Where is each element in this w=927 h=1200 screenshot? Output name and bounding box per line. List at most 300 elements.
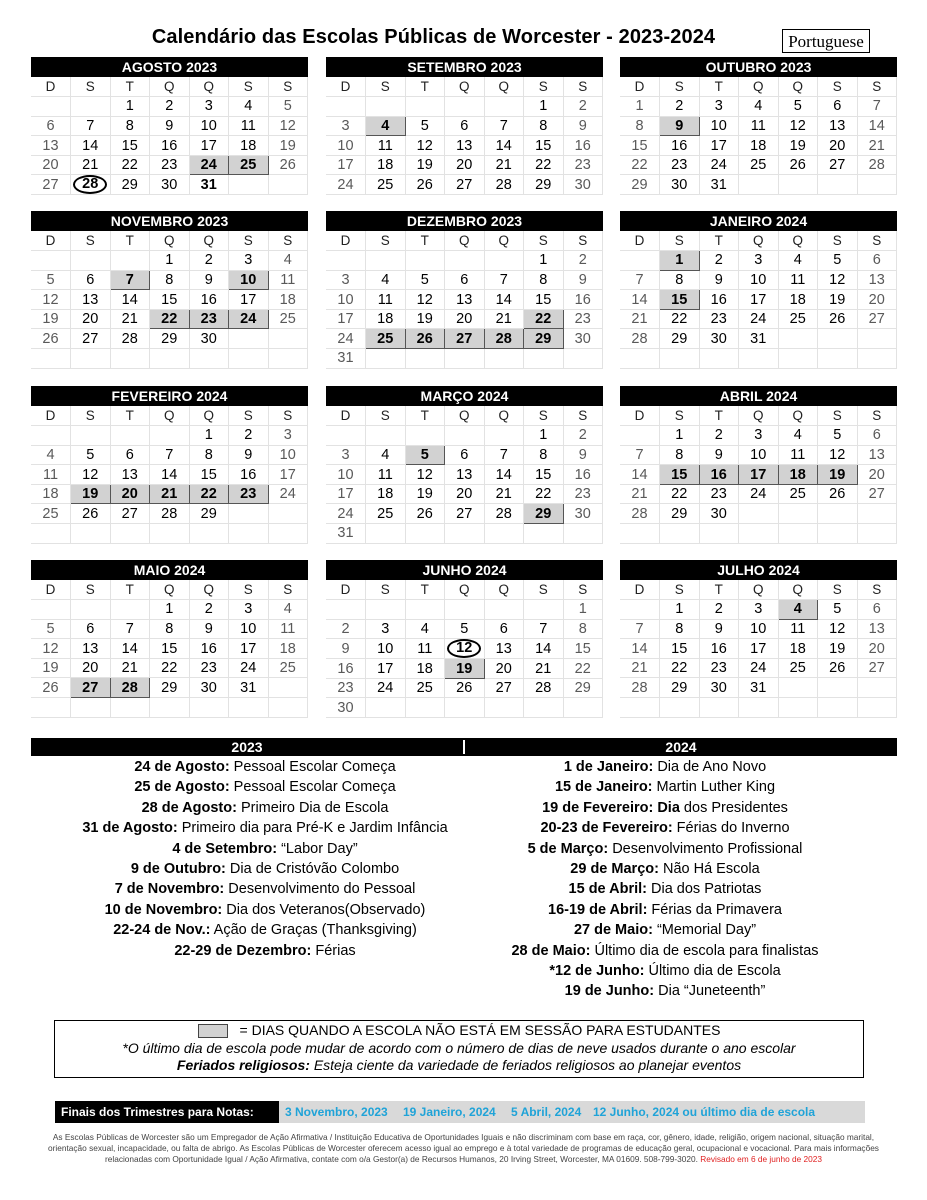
day-cell: 18 [778, 639, 818, 659]
day-cell: 16 [660, 136, 700, 156]
day-cell: 4 [405, 619, 445, 639]
day-cell [71, 426, 111, 446]
day-cell: 31 [699, 175, 739, 195]
day-cell: 14 [857, 116, 897, 136]
day-cell: 8 [150, 270, 190, 290]
weekday-header: T [110, 77, 150, 97]
day-cell [229, 175, 269, 195]
day-cell: 6 [818, 97, 858, 117]
day-cell [857, 698, 897, 718]
day-cell [31, 426, 71, 446]
day-cell: 20 [445, 484, 485, 504]
day-cell [405, 524, 445, 544]
day-cell: 1 [660, 426, 700, 446]
weekday-header: S [563, 77, 603, 97]
holiday-item: 24 de Agosto: Pessoal Escolar Começa [134, 759, 396, 775]
day-cell: 30 [699, 678, 739, 698]
holiday-item: 31 de Agosto: Primeiro dia para Pré-K e Jardim Infância [82, 820, 448, 837]
weekday-header: Q [150, 406, 190, 426]
day-cell: 23 [563, 484, 603, 504]
day-cell [857, 349, 897, 369]
weekday-header: S [268, 406, 308, 426]
day-cell: 17 [739, 639, 779, 659]
day-cell [189, 524, 229, 544]
day-cell: 9 [150, 116, 190, 136]
day-cell [778, 504, 818, 524]
day-cell: 26 [268, 155, 308, 175]
day-cell: 4 [778, 600, 818, 620]
day-cell: 6 [110, 445, 150, 465]
day-cell: 7 [620, 270, 660, 290]
month-calendar [620, 57, 897, 195]
day-cell: 4 [366, 116, 406, 136]
day-cell: 26 [31, 329, 71, 349]
weekday-header: Q [445, 231, 485, 251]
day-cell: 6 [71, 619, 111, 639]
term-date: 12 Junho, 2024 ou último dia de escola [593, 1105, 816, 1119]
day-cell [524, 698, 564, 718]
day-cell: 13 [445, 290, 485, 310]
day-cell: 21 [620, 309, 660, 329]
day-cell [31, 97, 71, 117]
day-cell [31, 349, 71, 369]
day-cell [268, 524, 308, 544]
day-cell [620, 524, 660, 544]
day-cell [189, 698, 229, 718]
day-cell [326, 97, 366, 117]
day-cell [150, 698, 190, 718]
weekday-header: Q [189, 231, 229, 251]
day-cell: 16 [699, 465, 739, 485]
day-cell: 10 [739, 270, 779, 290]
day-cell [326, 426, 366, 446]
day-cell: 6 [857, 600, 897, 620]
day-cell: 24 [268, 484, 308, 504]
day-cell: 31 [326, 524, 366, 544]
day-cell: 28 [524, 678, 564, 698]
day-cell: 3 [699, 97, 739, 117]
weekday-header: Q [150, 231, 190, 251]
day-cell: 5 [31, 619, 71, 639]
weekday-header: S [229, 580, 269, 600]
day-cell: 23 [699, 484, 739, 504]
day-cell: 28 [110, 329, 150, 349]
day-cell: 15 [150, 290, 190, 310]
day-cell: 3 [739, 251, 779, 271]
month-calendar [31, 560, 308, 718]
day-cell [818, 678, 858, 698]
day-cell: 10 [229, 619, 269, 639]
weekday-header: S [524, 580, 564, 600]
day-cell: 30 [563, 175, 603, 195]
day-cell: 23 [699, 309, 739, 329]
day-cell [110, 600, 150, 620]
day-cell: 5 [31, 270, 71, 290]
holiday-item: 9 de Outubro: Dia de Cristóvão Colombo [130, 861, 400, 878]
day-cell: 10 [739, 445, 779, 465]
day-cell [71, 600, 111, 620]
day-cell: 28 [620, 678, 660, 698]
day-cell: 16 [563, 465, 603, 485]
day-cell: 17 [739, 465, 779, 485]
day-cell: 23 [326, 678, 366, 698]
month-title: NOVEMBRO 2023 [31, 211, 308, 231]
day-cell: 26 [405, 329, 445, 349]
day-cell: 14 [110, 639, 150, 659]
weekday-header: T [699, 77, 739, 97]
day-cell [739, 698, 779, 718]
day-cell [268, 329, 308, 349]
day-cell: 15 [660, 465, 700, 485]
weekday-header: S [71, 77, 111, 97]
day-cell [150, 426, 190, 446]
day-cell [857, 524, 897, 544]
day-cell: 12 [31, 639, 71, 659]
day-cell: 19 [71, 484, 111, 504]
month-title: ABRIL 2024 [620, 386, 897, 406]
holiday-item: 22-24 de Nov.: Ação de Graças (Thanksgiving) [113, 922, 417, 939]
day-cell: 1 [660, 251, 700, 271]
day-cell [110, 698, 150, 718]
weekday-header: Q [189, 580, 229, 600]
day-cell [150, 349, 190, 369]
day-cell: 28 [484, 329, 524, 349]
day-cell [71, 251, 111, 271]
day-cell: 29 [524, 175, 564, 195]
day-cell: 13 [445, 465, 485, 485]
weekday-header: T [405, 231, 445, 251]
month-title: JANEIRO 2024 [620, 211, 897, 231]
holiday-list-2024 [405, 757, 925, 1002]
day-cell: 10 [189, 116, 229, 136]
weekday-header: S [71, 580, 111, 600]
day-cell: 13 [110, 465, 150, 485]
day-cell: 3 [189, 97, 229, 117]
day-cell: 29 [150, 329, 190, 349]
month-calendar [620, 211, 897, 369]
day-cell: 12 [405, 290, 445, 310]
day-cell [405, 97, 445, 117]
day-cell: 6 [857, 426, 897, 446]
weekday-header: Q [445, 77, 485, 97]
day-cell [620, 698, 660, 718]
day-cell: 28 [150, 504, 190, 524]
day-cell: 3 [268, 426, 308, 446]
weekday-header: Q [484, 77, 524, 97]
day-cell [660, 524, 700, 544]
holiday-item: 20-23 de Fevereiro: Férias do Inverno [540, 820, 790, 837]
page-title: Calendário das Escolas Públicas de Worcester - 2023-2024 [151, 26, 716, 48]
day-cell: 30 [660, 175, 700, 195]
day-cell: 24 [739, 484, 779, 504]
day-cell: 18 [405, 659, 445, 679]
day-cell: 8 [524, 445, 564, 465]
day-cell: 5 [405, 270, 445, 290]
day-cell: 27 [818, 155, 858, 175]
weekday-header: S [524, 77, 564, 97]
weekday-header: S [818, 406, 858, 426]
weekday-header: Q [739, 77, 779, 97]
day-cell: 9 [229, 445, 269, 465]
weekday-header: S [366, 406, 406, 426]
weekday-header: Q [189, 77, 229, 97]
day-cell: 20 [31, 155, 71, 175]
day-cell: 27 [110, 504, 150, 524]
day-cell [268, 504, 308, 524]
day-cell [31, 524, 71, 544]
day-cell [110, 524, 150, 544]
day-cell: 20 [110, 484, 150, 504]
day-cell: 25 [778, 484, 818, 504]
day-cell: 3 [326, 116, 366, 136]
day-cell [778, 329, 818, 349]
day-cell [620, 600, 660, 620]
day-cell: 22 [660, 309, 700, 329]
day-cell: 10 [326, 136, 366, 156]
day-cell [818, 349, 858, 369]
month-title: SETEMBRO 2023 [326, 57, 603, 77]
day-cell: 9 [563, 445, 603, 465]
day-cell: 8 [660, 445, 700, 465]
weekday-header: Q [484, 406, 524, 426]
day-cell [405, 698, 445, 718]
day-cell: 20 [818, 136, 858, 156]
day-cell: 17 [326, 155, 366, 175]
weekday-header: T [699, 580, 739, 600]
weekday-header: S [857, 77, 897, 97]
day-cell [778, 678, 818, 698]
day-cell [366, 251, 406, 271]
day-cell [818, 329, 858, 349]
day-cell: 19 [405, 484, 445, 504]
day-cell: 9 [563, 116, 603, 136]
day-cell: 11 [31, 465, 71, 485]
day-cell [524, 524, 564, 544]
day-cell: 15 [563, 639, 603, 659]
day-cell: 12 [818, 270, 858, 290]
day-cell [818, 698, 858, 718]
day-cell [445, 698, 485, 718]
holiday-item: 1 de Janeiro: Dia de Ano Novo [563, 759, 767, 775]
day-cell [110, 349, 150, 369]
day-cell: 8 [524, 270, 564, 290]
day-cell: 12 [818, 445, 858, 465]
day-cell: 2 [326, 619, 366, 639]
day-cell [110, 426, 150, 446]
weekday-header: S [366, 231, 406, 251]
month-title: MARÇO 2024 [326, 386, 603, 406]
weekday-header: S [818, 231, 858, 251]
day-cell [268, 698, 308, 718]
day-cell: 18 [366, 309, 406, 329]
day-cell: 25 [229, 155, 269, 175]
day-cell: 21 [71, 155, 111, 175]
day-cell: 7 [71, 116, 111, 136]
day-cell [445, 426, 485, 446]
day-cell: 29 [563, 678, 603, 698]
day-cell: 22 [660, 658, 700, 678]
weekday-header: S [524, 406, 564, 426]
day-cell: 11 [778, 270, 818, 290]
day-cell: 14 [150, 465, 190, 485]
day-cell: 25 [366, 175, 406, 195]
day-cell: 14 [620, 290, 660, 310]
weekday-header: Q [739, 406, 779, 426]
day-cell: 2 [699, 251, 739, 271]
day-cell: 4 [739, 97, 779, 117]
day-cell [405, 251, 445, 271]
day-cell [189, 349, 229, 369]
day-cell [484, 349, 524, 369]
weekday-header: Q [778, 406, 818, 426]
day-cell: 1 [150, 600, 190, 620]
day-cell: 24 [326, 175, 366, 195]
day-cell [484, 251, 524, 271]
day-cell: 18 [366, 484, 406, 504]
day-cell: 13 [445, 136, 485, 156]
weekday-header: D [326, 77, 366, 97]
day-cell: 8 [660, 270, 700, 290]
day-cell: 8 [660, 619, 700, 639]
holiday-year-bar [31, 738, 897, 756]
weekday-header: D [620, 77, 660, 97]
day-cell: 27 [71, 678, 111, 698]
day-cell: 13 [857, 445, 897, 465]
day-cell [445, 600, 485, 620]
day-cell: 19 [405, 155, 445, 175]
holiday-item: 15 de Abril: Dia dos Patriotas [568, 881, 762, 898]
weekday-header: S [524, 231, 564, 251]
day-cell: 18 [778, 465, 818, 485]
grading-terms-bar [55, 1101, 865, 1123]
day-cell: 26 [818, 658, 858, 678]
day-cell: 14 [71, 136, 111, 156]
day-cell [857, 678, 897, 698]
day-cell: 5 [818, 600, 858, 620]
day-cell: 23 [189, 309, 229, 329]
day-cell: 22 [150, 658, 190, 678]
day-cell: 22 [524, 484, 564, 504]
day-cell: 4 [778, 426, 818, 446]
day-cell [524, 349, 564, 369]
day-cell [268, 349, 308, 369]
day-cell [366, 698, 406, 718]
day-cell: 19 [818, 290, 858, 310]
day-cell: 15 [524, 465, 564, 485]
day-cell: 5 [818, 426, 858, 446]
day-cell: 27 [445, 329, 485, 349]
day-cell: 28 [620, 504, 660, 524]
day-cell: 12 [31, 290, 71, 310]
day-cell: 2 [699, 600, 739, 620]
day-cell: 5 [405, 445, 445, 465]
day-cell: 6 [857, 251, 897, 271]
day-cell: 22 [524, 309, 564, 329]
weekday-header: Q [778, 580, 818, 600]
day-cell: 12 [268, 116, 308, 136]
day-cell: 21 [110, 658, 150, 678]
day-cell: 18 [739, 136, 779, 156]
month-title: JULHO 2024 [620, 560, 897, 580]
weekday-header: Q [150, 77, 190, 97]
term-date: 19 Janeiro, 2024 [403, 1105, 496, 1119]
day-cell: 9 [699, 619, 739, 639]
weekday-header: D [326, 231, 366, 251]
holiday-item: 19 de Fevereiro: Dia dos Presidentes [542, 799, 788, 816]
day-cell: 3 [229, 251, 269, 271]
day-cell [326, 251, 366, 271]
day-cell: 20 [445, 309, 485, 329]
weekday-header: Q [189, 406, 229, 426]
weekday-header: T [110, 231, 150, 251]
day-cell [445, 524, 485, 544]
weekday-header: S [366, 580, 406, 600]
day-cell: 24 [326, 504, 366, 524]
day-cell: 28 [620, 329, 660, 349]
weekday-header: Q [484, 580, 524, 600]
day-cell [366, 524, 406, 544]
day-cell: 27 [445, 504, 485, 524]
day-cell: 8 [620, 116, 660, 136]
day-cell [778, 349, 818, 369]
day-cell: 30 [699, 504, 739, 524]
day-cell: 23 [563, 155, 603, 175]
day-cell: 24 [699, 155, 739, 175]
day-cell: 27 [445, 175, 485, 195]
day-cell: 29 [189, 504, 229, 524]
day-cell: 29 [150, 678, 190, 698]
day-cell: 16 [699, 290, 739, 310]
day-cell: 7 [150, 445, 190, 465]
month-title: MAIO 2024 [31, 560, 308, 580]
day-cell: 9 [189, 270, 229, 290]
day-cell: 9 [699, 270, 739, 290]
day-cell: 4 [778, 251, 818, 271]
weekday-header: S [563, 580, 603, 600]
day-cell: 20 [857, 639, 897, 659]
weekday-header: S [857, 231, 897, 251]
day-cell: 15 [660, 290, 700, 310]
day-cell: 20 [857, 290, 897, 310]
day-cell: 25 [268, 309, 308, 329]
day-cell: 9 [326, 639, 366, 659]
month-title: FEVEREIRO 2024 [31, 386, 308, 406]
day-cell: 20 [71, 658, 111, 678]
day-cell [366, 600, 406, 620]
day-cell: 2 [699, 426, 739, 446]
day-cell: 1 [524, 97, 564, 117]
day-cell: 11 [268, 619, 308, 639]
day-cell: 19 [405, 309, 445, 329]
day-cell [366, 426, 406, 446]
day-cell: 16 [699, 639, 739, 659]
day-cell: 1 [110, 97, 150, 117]
day-cell: 10 [268, 445, 308, 465]
day-cell: 16 [563, 136, 603, 156]
weekday-header: D [620, 580, 660, 600]
weekday-header: Q [484, 231, 524, 251]
day-cell: 19 [818, 639, 858, 659]
day-cell: 24 [366, 678, 406, 698]
weekday-header: S [229, 77, 269, 97]
day-cell: 1 [563, 600, 603, 620]
day-cell: 9 [563, 270, 603, 290]
month-title: JUNHO 2024 [326, 560, 603, 580]
day-cell: 27 [857, 309, 897, 329]
day-cell: 28 [857, 155, 897, 175]
day-cell [484, 600, 524, 620]
day-cell: 31 [326, 349, 366, 369]
